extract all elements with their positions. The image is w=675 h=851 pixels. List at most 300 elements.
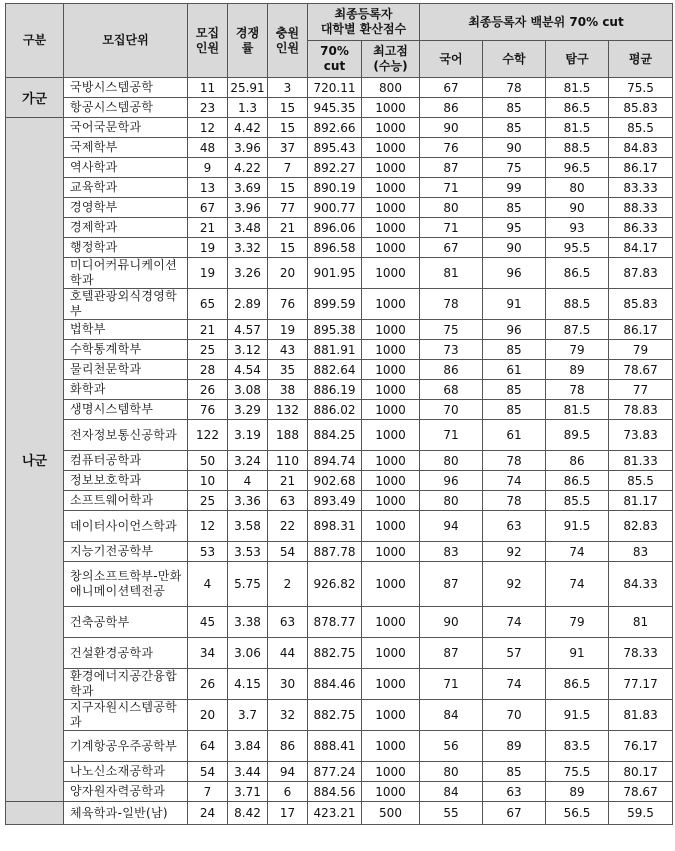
score-max-cell: 1000 bbox=[362, 762, 420, 782]
average-cell: 85.83 bbox=[609, 289, 673, 320]
score-70-cell: 945.35 bbox=[308, 98, 362, 118]
inquiry-cell: 85.5 bbox=[546, 491, 609, 511]
score-max-cell: 1000 bbox=[362, 218, 420, 238]
math-cell: 63 bbox=[483, 782, 546, 802]
score-max-cell: 1000 bbox=[362, 491, 420, 511]
korean-cell: 87 bbox=[420, 562, 483, 607]
score-max-cell: 1000 bbox=[362, 320, 420, 340]
competition-cell: 2.89 bbox=[228, 289, 268, 320]
table-row bbox=[6, 491, 673, 511]
average-cell: 76.17 bbox=[609, 731, 673, 762]
table-row bbox=[6, 98, 673, 118]
average-cell: 80.17 bbox=[609, 762, 673, 782]
competition-cell: 3.96 bbox=[228, 198, 268, 218]
header-extra: 충원 인원 bbox=[268, 4, 308, 78]
table-row bbox=[6, 471, 673, 491]
average-cell: 77 bbox=[609, 380, 673, 400]
korean-cell: 86 bbox=[420, 98, 483, 118]
korean-cell: 96 bbox=[420, 471, 483, 491]
extra-cell: 94 bbox=[268, 762, 308, 782]
dept-name: 경제학과 bbox=[64, 218, 188, 238]
extra-cell: 32 bbox=[268, 700, 308, 731]
math-cell: 61 bbox=[483, 360, 546, 380]
dept-name: 데이터사이언스학과 bbox=[64, 511, 188, 542]
dept-name: 화학과 bbox=[64, 380, 188, 400]
korean-cell: 84 bbox=[420, 782, 483, 802]
quota-cell: 65 bbox=[188, 289, 228, 320]
korean-cell: 80 bbox=[420, 491, 483, 511]
math-cell: 63 bbox=[483, 511, 546, 542]
average-cell: 86.33 bbox=[609, 218, 673, 238]
competition-cell: 3.06 bbox=[228, 638, 268, 669]
math-cell: 91 bbox=[483, 289, 546, 320]
extra-cell: 63 bbox=[268, 607, 308, 638]
inquiry-cell: 81.5 bbox=[546, 78, 609, 98]
score-max-cell: 1000 bbox=[362, 158, 420, 178]
math-cell: 92 bbox=[483, 542, 546, 562]
inquiry-cell: 56.5 bbox=[546, 802, 609, 825]
extra-cell: 21 bbox=[268, 471, 308, 491]
score-max-cell: 1000 bbox=[362, 511, 420, 542]
table-row bbox=[6, 669, 673, 700]
competition-cell: 3.36 bbox=[228, 491, 268, 511]
competition-cell: 3.69 bbox=[228, 178, 268, 198]
competition-cell: 3.96 bbox=[228, 138, 268, 158]
dept-name: 소프트웨어학과 bbox=[64, 491, 188, 511]
competition-cell: 8.42 bbox=[228, 802, 268, 825]
inquiry-cell: 80 bbox=[546, 178, 609, 198]
score-70-cell: 423.21 bbox=[308, 802, 362, 825]
score-70-cell: 878.77 bbox=[308, 607, 362, 638]
average-cell: 77.17 bbox=[609, 669, 673, 700]
table-row bbox=[6, 78, 673, 98]
competition-cell: 4.54 bbox=[228, 360, 268, 380]
math-cell: 75 bbox=[483, 158, 546, 178]
score-70-cell: 882.75 bbox=[308, 700, 362, 731]
quota-cell: 25 bbox=[188, 340, 228, 360]
header-score-group: 최종등록자 대학별 환산점수 bbox=[308, 4, 420, 41]
dept-name: 창의소프트학부-만화애니메이션텍전공 bbox=[64, 562, 188, 607]
inquiry-cell: 83.5 bbox=[546, 731, 609, 762]
math-cell: 99 bbox=[483, 178, 546, 198]
inquiry-cell: 90 bbox=[546, 198, 609, 218]
score-max-cell: 800 bbox=[362, 78, 420, 98]
dept-name: 양자원자력공학과 bbox=[64, 782, 188, 802]
competition-cell: 3.29 bbox=[228, 400, 268, 420]
korean-cell: 83 bbox=[420, 542, 483, 562]
dept-name: 국어국문학과 bbox=[64, 118, 188, 138]
korean-cell: 78 bbox=[420, 289, 483, 320]
inquiry-cell: 81.5 bbox=[546, 400, 609, 420]
score-70-cell: 896.06 bbox=[308, 218, 362, 238]
inquiry-cell: 81.5 bbox=[546, 118, 609, 138]
competition-cell: 3.44 bbox=[228, 762, 268, 782]
table-row bbox=[6, 218, 673, 238]
score-70-cell: 901.95 bbox=[308, 258, 362, 289]
math-cell: 74 bbox=[483, 607, 546, 638]
score-max-cell: 1000 bbox=[362, 731, 420, 762]
korean-cell: 80 bbox=[420, 762, 483, 782]
header-score-70: 70% cut bbox=[308, 41, 362, 78]
header-score-max: 최고점 (수능) bbox=[362, 41, 420, 78]
score-70-cell: 884.25 bbox=[308, 420, 362, 451]
average-cell: 86.17 bbox=[609, 158, 673, 178]
math-cell: 89 bbox=[483, 731, 546, 762]
korean-cell: 71 bbox=[420, 178, 483, 198]
header-korean: 국어 bbox=[420, 41, 483, 78]
extra-cell: 20 bbox=[268, 258, 308, 289]
quota-cell: 50 bbox=[188, 451, 228, 471]
score-70-cell: 894.74 bbox=[308, 451, 362, 471]
quota-cell: 19 bbox=[188, 258, 228, 289]
average-cell: 81 bbox=[609, 607, 673, 638]
score-70-cell: 882.64 bbox=[308, 360, 362, 380]
quota-cell: 19 bbox=[188, 238, 228, 258]
extra-cell: 110 bbox=[268, 451, 308, 471]
inquiry-cell: 86.5 bbox=[546, 669, 609, 700]
score-70-cell: 899.59 bbox=[308, 289, 362, 320]
inquiry-cell: 86.5 bbox=[546, 471, 609, 491]
table-row bbox=[6, 258, 673, 289]
extra-cell: 21 bbox=[268, 218, 308, 238]
quota-cell: 21 bbox=[188, 320, 228, 340]
average-cell: 83.33 bbox=[609, 178, 673, 198]
header-group: 구분 bbox=[6, 4, 64, 78]
korean-cell: 86 bbox=[420, 360, 483, 380]
extra-cell: 6 bbox=[268, 782, 308, 802]
average-cell: 78.33 bbox=[609, 638, 673, 669]
score-70-cell: 926.82 bbox=[308, 562, 362, 607]
table-row bbox=[6, 138, 673, 158]
dept-name: 전자정보통신공학과 bbox=[64, 420, 188, 451]
dept-name: 건설환경공학과 bbox=[64, 638, 188, 669]
average-cell: 73.83 bbox=[609, 420, 673, 451]
dept-name: 역사학과 bbox=[64, 158, 188, 178]
quota-cell: 54 bbox=[188, 762, 228, 782]
extra-cell: 54 bbox=[268, 542, 308, 562]
math-cell: 85 bbox=[483, 400, 546, 420]
korean-cell: 71 bbox=[420, 218, 483, 238]
math-cell: 90 bbox=[483, 238, 546, 258]
dept-name: 항공시스템공학 bbox=[64, 98, 188, 118]
table-header bbox=[6, 4, 673, 78]
header-unit: 모집단위 bbox=[64, 4, 188, 78]
extra-cell: 15 bbox=[268, 98, 308, 118]
korean-cell: 73 bbox=[420, 340, 483, 360]
competition-cell: 4.15 bbox=[228, 669, 268, 700]
competition-cell: 3.7 bbox=[228, 700, 268, 731]
table-row bbox=[6, 400, 673, 420]
table-row bbox=[6, 802, 673, 825]
score-70-cell: 884.46 bbox=[308, 669, 362, 700]
score-70-cell: 887.78 bbox=[308, 542, 362, 562]
extra-cell: 76 bbox=[268, 289, 308, 320]
quota-cell: 4 bbox=[188, 562, 228, 607]
math-cell: 85 bbox=[483, 762, 546, 782]
score-70-cell: 720.11 bbox=[308, 78, 362, 98]
math-cell: 67 bbox=[483, 802, 546, 825]
average-cell: 78.83 bbox=[609, 400, 673, 420]
score-max-cell: 1000 bbox=[362, 258, 420, 289]
extra-cell: 7 bbox=[268, 158, 308, 178]
table-row bbox=[6, 198, 673, 218]
header-math: 수학 bbox=[483, 41, 546, 78]
korean-cell: 90 bbox=[420, 118, 483, 138]
extra-cell: 37 bbox=[268, 138, 308, 158]
inquiry-cell: 95.5 bbox=[546, 238, 609, 258]
dept-name: 교육학과 bbox=[64, 178, 188, 198]
average-cell: 84.17 bbox=[609, 238, 673, 258]
math-cell: 70 bbox=[483, 700, 546, 731]
korean-cell: 70 bbox=[420, 400, 483, 420]
average-cell: 81.33 bbox=[609, 451, 673, 471]
inquiry-cell: 86 bbox=[546, 451, 609, 471]
inquiry-cell: 91 bbox=[546, 638, 609, 669]
quota-cell: 26 bbox=[188, 669, 228, 700]
score-70-cell: 892.27 bbox=[308, 158, 362, 178]
quota-cell: 122 bbox=[188, 420, 228, 451]
score-70-cell: 896.58 bbox=[308, 238, 362, 258]
math-cell: 78 bbox=[483, 451, 546, 471]
inquiry-cell: 79 bbox=[546, 607, 609, 638]
score-70-cell: 895.38 bbox=[308, 320, 362, 340]
average-cell: 85.83 bbox=[609, 98, 673, 118]
average-cell: 88.33 bbox=[609, 198, 673, 218]
inquiry-cell: 75.5 bbox=[546, 762, 609, 782]
extra-cell: 15 bbox=[268, 178, 308, 198]
math-cell: 85 bbox=[483, 98, 546, 118]
competition-cell: 3.26 bbox=[228, 258, 268, 289]
header-quota: 모집 인원 bbox=[188, 4, 228, 78]
dept-name: 국제학부 bbox=[64, 138, 188, 158]
quota-cell: 48 bbox=[188, 138, 228, 158]
dept-name: 경영학부 bbox=[64, 198, 188, 218]
extra-cell: 63 bbox=[268, 491, 308, 511]
score-max-cell: 1000 bbox=[362, 138, 420, 158]
table-row bbox=[6, 451, 673, 471]
korean-cell: 84 bbox=[420, 700, 483, 731]
score-70-cell: 895.43 bbox=[308, 138, 362, 158]
table-row bbox=[6, 238, 673, 258]
korean-cell: 80 bbox=[420, 198, 483, 218]
dept-name: 기계항공우주공학부 bbox=[64, 731, 188, 762]
korean-cell: 87 bbox=[420, 158, 483, 178]
competition-cell: 3.12 bbox=[228, 340, 268, 360]
competition-cell: 3.48 bbox=[228, 218, 268, 238]
extra-cell: 35 bbox=[268, 360, 308, 380]
score-70-cell: 892.66 bbox=[308, 118, 362, 138]
competition-cell: 3.58 bbox=[228, 511, 268, 542]
dept-name: 지능기전공학부 bbox=[64, 542, 188, 562]
average-cell: 83 bbox=[609, 542, 673, 562]
korean-cell: 67 bbox=[420, 78, 483, 98]
score-max-cell: 1000 bbox=[362, 782, 420, 802]
quota-cell: 12 bbox=[188, 511, 228, 542]
competition-cell: 25.91 bbox=[228, 78, 268, 98]
score-max-cell: 1000 bbox=[362, 700, 420, 731]
average-cell: 84.33 bbox=[609, 562, 673, 607]
average-cell: 81.17 bbox=[609, 491, 673, 511]
quota-cell: 76 bbox=[188, 400, 228, 420]
extra-cell: 22 bbox=[268, 511, 308, 542]
score-max-cell: 500 bbox=[362, 802, 420, 825]
extra-cell: 15 bbox=[268, 118, 308, 138]
table-row bbox=[6, 289, 673, 320]
korean-cell: 55 bbox=[420, 802, 483, 825]
score-max-cell: 1000 bbox=[362, 178, 420, 198]
korean-cell: 56 bbox=[420, 731, 483, 762]
score-max-cell: 1000 bbox=[362, 420, 420, 451]
admission-results-table bbox=[5, 3, 673, 825]
dept-name: 물리천문학과 bbox=[64, 360, 188, 380]
quota-cell: 64 bbox=[188, 731, 228, 762]
group-label bbox=[6, 802, 64, 825]
competition-cell: 4 bbox=[228, 471, 268, 491]
average-cell: 81.83 bbox=[609, 700, 673, 731]
quota-cell: 13 bbox=[188, 178, 228, 198]
competition-cell: 3.24 bbox=[228, 451, 268, 471]
quota-cell: 53 bbox=[188, 542, 228, 562]
score-max-cell: 1000 bbox=[362, 669, 420, 700]
quota-cell: 21 bbox=[188, 218, 228, 238]
score-max-cell: 1000 bbox=[362, 340, 420, 360]
competition-cell: 4.42 bbox=[228, 118, 268, 138]
quota-cell: 20 bbox=[188, 700, 228, 731]
math-cell: 85 bbox=[483, 380, 546, 400]
extra-cell: 15 bbox=[268, 238, 308, 258]
score-max-cell: 1000 bbox=[362, 451, 420, 471]
korean-cell: 80 bbox=[420, 451, 483, 471]
korean-cell: 68 bbox=[420, 380, 483, 400]
inquiry-cell: 89.5 bbox=[546, 420, 609, 451]
korean-cell: 90 bbox=[420, 607, 483, 638]
table-row bbox=[6, 511, 673, 542]
dept-name: 컴퓨터공학과 bbox=[64, 451, 188, 471]
korean-cell: 87 bbox=[420, 638, 483, 669]
average-cell: 75.5 bbox=[609, 78, 673, 98]
competition-cell: 1.3 bbox=[228, 98, 268, 118]
score-70-cell: 882.75 bbox=[308, 638, 362, 669]
inquiry-cell: 91.5 bbox=[546, 511, 609, 542]
table-row bbox=[6, 360, 673, 380]
dept-name: 국방시스템공학 bbox=[64, 78, 188, 98]
dept-name: 미디어커뮤니케이션학과 bbox=[64, 258, 188, 289]
score-70-cell: 886.19 bbox=[308, 380, 362, 400]
quota-cell: 26 bbox=[188, 380, 228, 400]
score-70-cell: 898.31 bbox=[308, 511, 362, 542]
korean-cell: 94 bbox=[420, 511, 483, 542]
quota-cell: 11 bbox=[188, 78, 228, 98]
score-max-cell: 1000 bbox=[362, 471, 420, 491]
table-row bbox=[6, 118, 673, 138]
average-cell: 86.17 bbox=[609, 320, 673, 340]
competition-cell: 4.57 bbox=[228, 320, 268, 340]
math-cell: 85 bbox=[483, 198, 546, 218]
table-row bbox=[6, 380, 673, 400]
quota-cell: 23 bbox=[188, 98, 228, 118]
math-cell: 96 bbox=[483, 258, 546, 289]
inquiry-cell: 96.5 bbox=[546, 158, 609, 178]
korean-cell: 81 bbox=[420, 258, 483, 289]
inquiry-cell: 88.5 bbox=[546, 138, 609, 158]
score-max-cell: 1000 bbox=[362, 98, 420, 118]
competition-cell: 3.53 bbox=[228, 542, 268, 562]
score-70-cell: 888.41 bbox=[308, 731, 362, 762]
inquiry-cell: 86.5 bbox=[546, 98, 609, 118]
extra-cell: 43 bbox=[268, 340, 308, 360]
table-row bbox=[6, 178, 673, 198]
score-70-cell: 881.91 bbox=[308, 340, 362, 360]
score-max-cell: 1000 bbox=[362, 198, 420, 218]
average-cell: 79 bbox=[609, 340, 673, 360]
dept-name: 건축공학부 bbox=[64, 607, 188, 638]
table-row bbox=[6, 562, 673, 607]
math-cell: 92 bbox=[483, 562, 546, 607]
inquiry-cell: 89 bbox=[546, 782, 609, 802]
inquiry-cell: 74 bbox=[546, 562, 609, 607]
extra-cell: 44 bbox=[268, 638, 308, 669]
competition-cell: 3.32 bbox=[228, 238, 268, 258]
dept-name: 생명시스템학부 bbox=[64, 400, 188, 420]
inquiry-cell: 86.5 bbox=[546, 258, 609, 289]
korean-cell: 71 bbox=[420, 669, 483, 700]
quota-cell: 25 bbox=[188, 491, 228, 511]
header-inquiry: 탐구 bbox=[546, 41, 609, 78]
group-label: 가군 bbox=[6, 78, 64, 118]
score-70-cell: 890.19 bbox=[308, 178, 362, 198]
group-label: 나군 bbox=[6, 118, 64, 802]
header-percentile-group: 최종등록자 백분위 70% cut bbox=[420, 4, 673, 41]
extra-cell: 19 bbox=[268, 320, 308, 340]
table-row bbox=[6, 782, 673, 802]
korean-cell: 76 bbox=[420, 138, 483, 158]
average-cell: 84.83 bbox=[609, 138, 673, 158]
table-row bbox=[6, 542, 673, 562]
table-row bbox=[6, 638, 673, 669]
competition-cell: 5.75 bbox=[228, 562, 268, 607]
table-row bbox=[6, 420, 673, 451]
table-row bbox=[6, 158, 673, 178]
inquiry-cell: 89 bbox=[546, 360, 609, 380]
quota-cell: 7 bbox=[188, 782, 228, 802]
math-cell: 78 bbox=[483, 78, 546, 98]
extra-cell: 30 bbox=[268, 669, 308, 700]
header-competition: 경쟁 률 bbox=[228, 4, 268, 78]
extra-cell: 132 bbox=[268, 400, 308, 420]
extra-cell: 86 bbox=[268, 731, 308, 762]
quota-cell: 9 bbox=[188, 158, 228, 178]
quota-cell: 45 bbox=[188, 607, 228, 638]
math-cell: 57 bbox=[483, 638, 546, 669]
table-row bbox=[6, 731, 673, 762]
math-cell: 90 bbox=[483, 138, 546, 158]
math-cell: 95 bbox=[483, 218, 546, 238]
score-max-cell: 1000 bbox=[362, 638, 420, 669]
score-max-cell: 1000 bbox=[362, 360, 420, 380]
score-max-cell: 1000 bbox=[362, 400, 420, 420]
inquiry-cell: 74 bbox=[546, 542, 609, 562]
extra-cell: 2 bbox=[268, 562, 308, 607]
score-max-cell: 1000 bbox=[362, 118, 420, 138]
dept-name: 체육학과-일반(남) bbox=[64, 802, 188, 825]
score-70-cell: 893.49 bbox=[308, 491, 362, 511]
dept-name: 정보보호학과 bbox=[64, 471, 188, 491]
competition-cell: 3.08 bbox=[228, 380, 268, 400]
dept-name: 행정학과 bbox=[64, 238, 188, 258]
competition-cell: 3.38 bbox=[228, 607, 268, 638]
dept-name: 나노신소재공학과 bbox=[64, 762, 188, 782]
quota-cell: 24 bbox=[188, 802, 228, 825]
